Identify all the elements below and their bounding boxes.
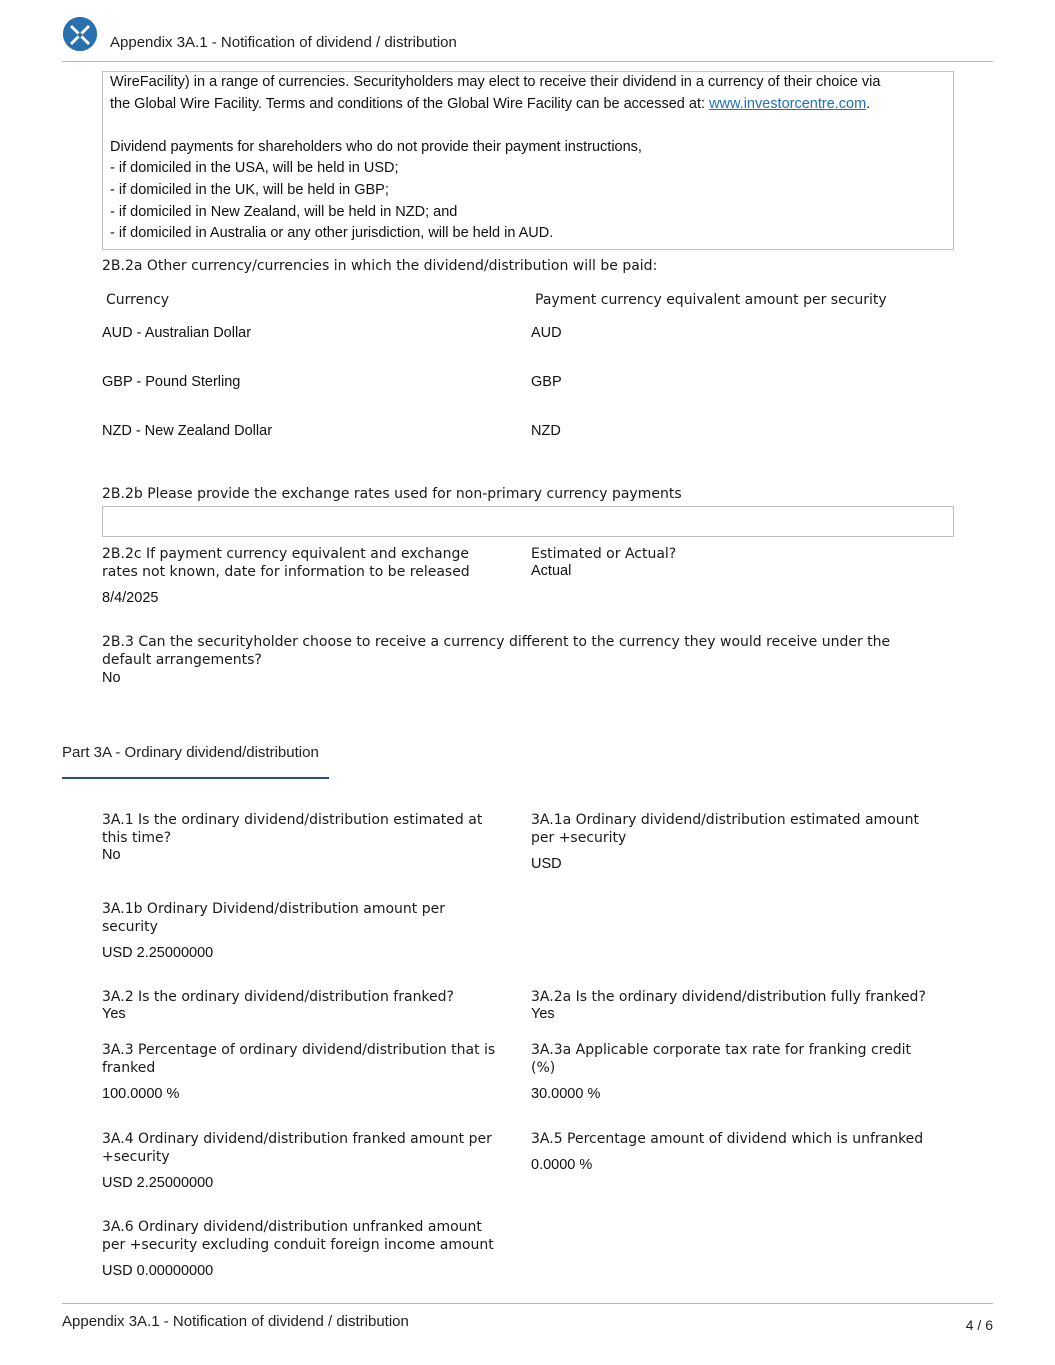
label-line: 2B.3 Can the securityholder choose to receive a currency different to the currency they would receive under the xyxy=(102,634,891,650)
info-text: the Global Wire Facility. Terms and conditions of the Global Wire Facility can be accessed at: xyxy=(110,95,710,112)
q2b2b-label: 2B.2b Please provide the exchange rates used for non-primary currency payments xyxy=(102,486,682,502)
info-line-with-link xyxy=(110,94,946,116)
payment-info-box xyxy=(102,71,954,250)
label-line: default arrangements? xyxy=(102,652,262,668)
q3a3-label xyxy=(102,1041,522,1077)
exchange-rates-field xyxy=(102,506,954,537)
part-3a-underline xyxy=(62,777,329,779)
estimated-or-actual-value: Actual xyxy=(531,563,572,579)
q3a3a-value: 30.0000 % xyxy=(531,1086,601,1102)
label-line: this time? xyxy=(102,830,172,846)
header-title: Appendix 3A.1 - Notification of dividend / distribution xyxy=(110,34,457,51)
q3a6-label xyxy=(102,1218,522,1254)
info-text: . xyxy=(866,95,871,112)
q3a3a-label xyxy=(531,1041,951,1077)
q2b2c-label xyxy=(102,545,470,581)
info-line: WireFacility) in a range of currencies. Securityholders may elect to receive their dividend in a currency of their choice via xyxy=(110,74,881,90)
info-line: - if domiciled in New Zealand, will be held in NZD; and xyxy=(110,203,458,220)
q2b2c-value: 8/4/2025 xyxy=(102,590,159,606)
label-line: 3A.6 Ordinary dividend/distribution unfranked amount xyxy=(102,1219,482,1235)
q3a2a-value: Yes xyxy=(531,1006,555,1022)
q3a5-label: 3A.5 Percentage amount of dividend which is unfranked xyxy=(531,1131,924,1147)
table-row-amount: GBP xyxy=(531,374,562,390)
info-line: - if domiciled in the UK, will be held in GBP; xyxy=(110,181,389,198)
q3a4-value: USD 2.25000000 xyxy=(102,1175,214,1191)
label-line: (%) xyxy=(531,1060,556,1076)
q3a1b-label xyxy=(102,900,522,936)
label-line: 3A.3 Percentage of ordinary dividend/distribution that is xyxy=(102,1042,496,1058)
table-row-amount: AUD xyxy=(531,325,562,341)
label-line: 3A.1a Ordinary dividend/distribution estimated amount xyxy=(531,812,919,828)
label-line: 3A.1b Ordinary Dividend/distribution amount per xyxy=(102,901,445,917)
label-line: franked xyxy=(102,1060,156,1076)
info-line: Dividend payments for shareholders who do not provide their payment instructions, xyxy=(110,138,642,155)
label-line: +security xyxy=(102,1149,170,1165)
label-line: rates not known, date for information to be released xyxy=(102,564,470,580)
q3a1-value: No xyxy=(102,847,121,863)
label-line: 2B.2c If payment currency equivalent and exchange xyxy=(102,546,469,562)
q3a5-value: 0.0000 % xyxy=(531,1157,593,1173)
currency-column-header: Currency xyxy=(106,292,170,308)
part-3a-title: Part 3A - Ordinary dividend/distribution xyxy=(62,744,319,761)
footer-divider xyxy=(62,1303,993,1304)
header-divider xyxy=(62,61,993,62)
label-line: per +security excluding conduit foreign income amount xyxy=(102,1237,494,1253)
label-line: per +security xyxy=(531,830,627,846)
label-line: 3A.1 Is the ordinary dividend/distribution estimated at xyxy=(102,812,483,828)
q3a1b-value: USD 2.25000000 xyxy=(102,945,214,961)
q3a1a-value: USD xyxy=(531,856,562,872)
page-number: 4 / 6 xyxy=(965,1317,993,1333)
q2b3-label xyxy=(102,633,890,669)
q3a1-label xyxy=(102,811,522,847)
table-row-currency: GBP - Pound Sterling xyxy=(102,374,241,390)
asx-logo-icon xyxy=(63,17,97,51)
label-line: security xyxy=(102,919,158,935)
investorcentre-link[interactable]: www.investorcentre.com xyxy=(709,95,867,112)
q3a3-value: 100.0000 % xyxy=(102,1086,180,1102)
info-line: - if domiciled in Australia or any other jurisdiction, will be held in AUD. xyxy=(110,225,554,242)
label-line: 3A.3a Applicable corporate tax rate for franking credit xyxy=(531,1042,911,1058)
footer-title: Appendix 3A.1 - Notification of dividend / distribution xyxy=(62,1313,409,1330)
estimated-or-actual-label: Estimated or Actual? xyxy=(531,546,677,562)
q3a6-value: USD 0.00000000 xyxy=(102,1263,214,1279)
q3a2a-label: 3A.2a Is the ordinary dividend/distribution fully franked? xyxy=(531,989,926,1005)
table-row-amount: NZD xyxy=(531,423,561,439)
q2b3-value: No xyxy=(102,670,121,686)
q3a2-value: Yes xyxy=(102,1006,126,1022)
info-line: - if domiciled in the USA, will be held in USD; xyxy=(110,160,399,177)
label-line: 3A.4 Ordinary dividend/distribution franked amount per xyxy=(102,1131,492,1147)
q3a4-label xyxy=(102,1130,522,1166)
amount-column-header: Payment currency equivalent amount per security xyxy=(535,292,887,308)
q3a2-label: 3A.2 Is the ordinary dividend/distribution franked? xyxy=(102,989,454,1005)
q3a1a-label xyxy=(531,811,951,847)
q2b2a-label: 2B.2a Other currency/currencies in which the dividend/distribution will be paid: xyxy=(102,258,658,274)
table-row-currency: AUD - Australian Dollar xyxy=(102,325,252,341)
table-row-currency: NZD - New Zealand Dollar xyxy=(102,423,273,439)
